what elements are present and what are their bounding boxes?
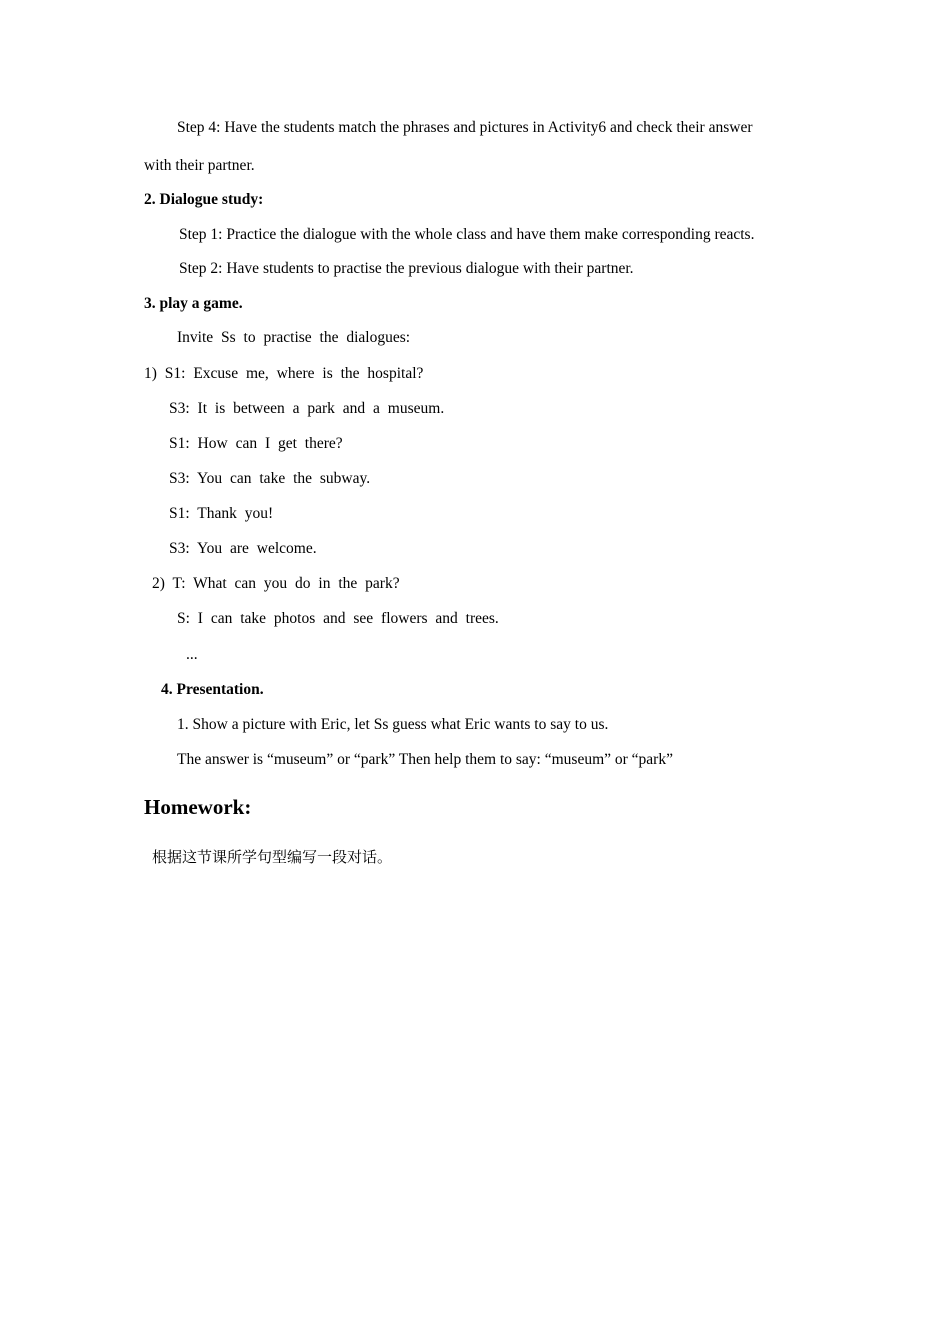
homework-text: 根据这节课所学句型编写一段对话。	[152, 848, 393, 866]
dialogue1-line: S3: You are welcome.	[169, 540, 317, 557]
step4-line1: Step 4: Have the students match the phrases and pictures in Activity6 and check their answer	[177, 119, 753, 136]
dialogue2-line: 2) T: What can you do in the park?	[152, 575, 400, 592]
dialogue-study-heading: 2. Dialogue study:	[144, 191, 264, 208]
dialogue1-line: S1: Thank you!	[169, 505, 274, 522]
game-intro: Invite Ss to practise the dialogues:	[177, 329, 411, 346]
game-heading: 3. play a game.	[144, 295, 243, 312]
dialogue-study-step2: Step 2: Have students to practise the previous dialogue with their partner.	[179, 260, 634, 277]
homework-heading: Homework:	[144, 795, 252, 819]
dialogue1-line: S1: How can I get there?	[169, 435, 343, 452]
dialogue1-line: S3: It is between a park and a museum.	[169, 400, 445, 417]
presentation-heading: 4. Presentation.	[161, 681, 264, 698]
presentation-answer: The answer is “museum” or “park” Then help them to say: “museum” or “park”	[177, 751, 673, 768]
dialogue1-line: S3: You can take the subway.	[169, 470, 371, 487]
dialogue2-ellipsis: ...	[186, 646, 198, 663]
step4-line2: with their partner.	[144, 157, 255, 174]
presentation-item1: 1. Show a picture with Eric, let Ss guess what Eric wants to say to us.	[177, 716, 609, 733]
dialogue1-line: 1) S1: Excuse me, where is the hospital?	[144, 365, 424, 382]
dialogue-study-step1: Step 1: Practice the dialogue with the whole class and have them make corresponding reacts.	[179, 226, 755, 243]
dialogue2-line: S: I can take photos and see flowers and trees.	[177, 610, 499, 627]
